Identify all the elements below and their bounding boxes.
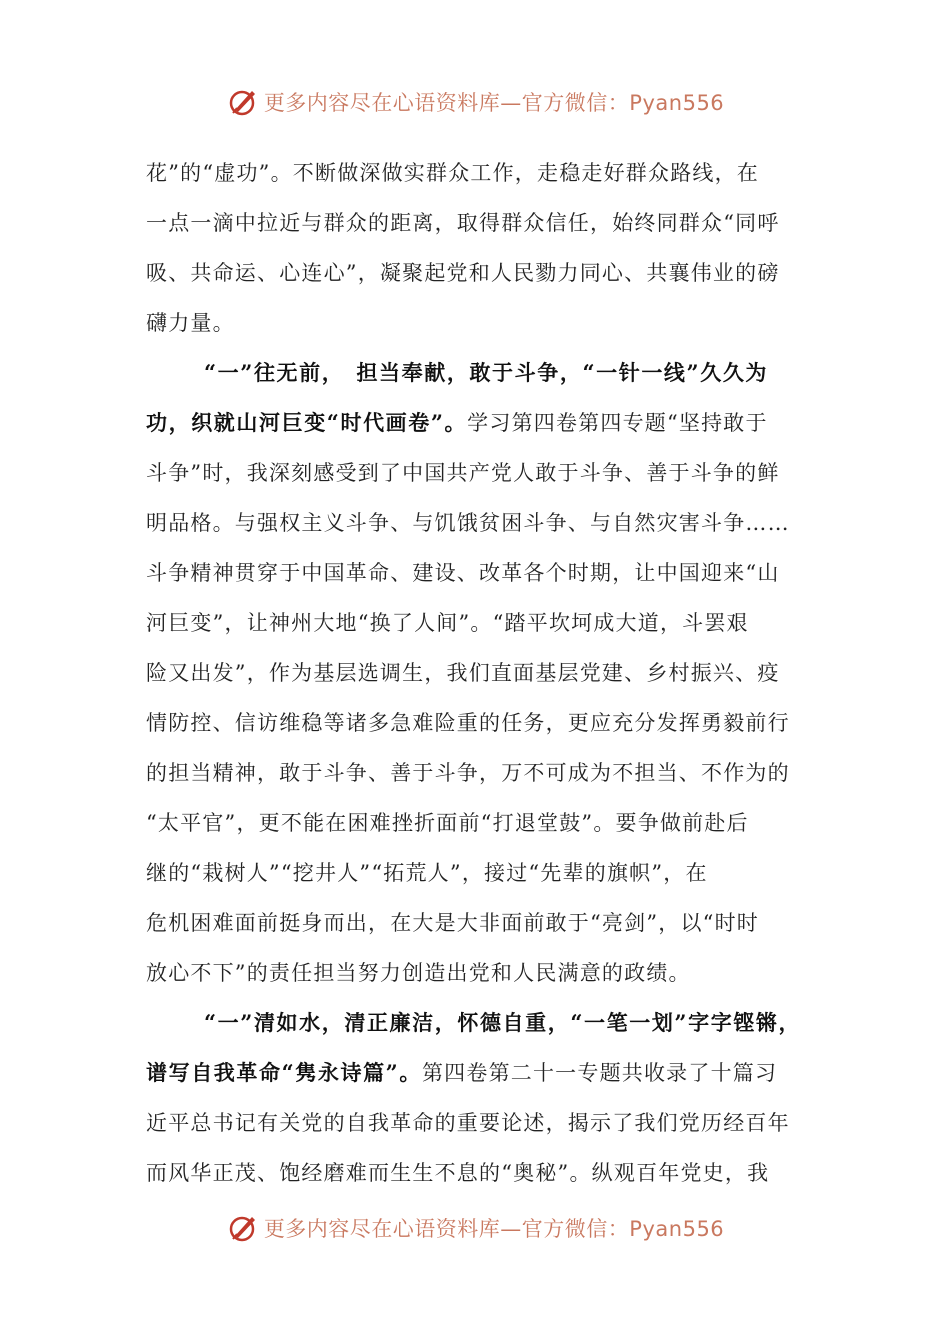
bold-heading-text: 功，织就山河巨变“时代画卷”。 xyxy=(146,410,468,435)
body-text: 第四卷第二十一专题共收录了十篇习 xyxy=(421,1061,778,1085)
body-text: 危机困难面前挺身而出，在大是大非面前敢于“亮剑”，以“时时 xyxy=(146,911,760,935)
text-line xyxy=(146,348,806,398)
body-text: 继的“栽树人”“挖井人”“拓荒人”，接过“先辈的旗帜”，在 xyxy=(146,861,708,885)
text-line xyxy=(146,948,806,998)
body-text: 近平总书记有关党的自我革命的重要论述，揭示了我们党历经百年 xyxy=(146,1111,790,1135)
body-text: 斗争”时，我深刻感受到了中国共产党人敢于斗争、善于斗争的鲜 xyxy=(146,461,780,485)
quill-logo-icon xyxy=(226,85,260,119)
body-text: 情防控、信访维稳等诸多急难险重的任务，更应充分发挥勇毅前行 xyxy=(146,711,790,735)
text-line xyxy=(146,798,806,848)
text-line xyxy=(146,1098,806,1148)
body-text: 明品格。与强权主义斗争、与饥饿贫困斗争、与自然灾害斗争…… xyxy=(146,511,790,535)
text-line xyxy=(146,998,806,1048)
body-text: 险又出发”，作为基层选调生，我们直面基层党建、乡村振兴、疫 xyxy=(146,661,780,685)
text-line xyxy=(146,748,806,798)
body-text: 放心不下”的责任担当努力创造出党和人民满意的政绩。 xyxy=(146,961,691,985)
bold-heading-text: “一”往无前， 担当奉献，敢于斗争，“一针一线”久久为 xyxy=(204,360,769,385)
text-line xyxy=(146,248,806,298)
text-line xyxy=(146,548,806,598)
text-line xyxy=(146,698,806,748)
text-line xyxy=(146,1148,806,1198)
header-watermark-text: 更多内容尽在心语资料库—官方微信：Pyan556 xyxy=(263,91,725,115)
header-watermark-banner xyxy=(0,82,950,122)
body-text: 花”的“虚功”。不断做深做实群众工作，走稳走好群众路线，在 xyxy=(146,161,760,185)
body-text: 一点一滴中拉近与群众的距离，取得群众信任，始终同群众“同呼 xyxy=(146,211,780,235)
body-text: 斗争精神贯穿于中国革命、建设、改革各个时期，让中国迎来“山 xyxy=(146,561,780,585)
body-text: 而风华正茂、饱经磨难而生生不息的“奥秘”。纵观百年党史，我 xyxy=(146,1161,770,1185)
body-text: 河巨变”，让神州大地“换了人间”。“踏平坎坷成大道，斗罢艰 xyxy=(146,611,749,635)
body-text: “太平官”，更不能在困难挫折面前“打退堂鼓”。要争做前赴后 xyxy=(146,811,749,835)
text-line xyxy=(146,898,806,948)
footer-watermark-text: 更多内容尽在心语资料库—官方微信：Pyan556 xyxy=(263,1217,725,1241)
text-line xyxy=(146,398,806,448)
body-text: 的担当精神，敢于斗争、善于斗争，万不可成为不担当、不作为的 xyxy=(146,761,790,785)
text-line xyxy=(146,448,806,498)
text-line xyxy=(146,1048,806,1098)
bold-heading-text: 谱写自我革命“隽永诗篇”。 xyxy=(146,1060,422,1085)
footer-watermark-banner xyxy=(0,1208,950,1248)
body-text: 吸、共命运、心连心”，凝聚起党和人民勠力同心、共襄伟业的磅 xyxy=(146,261,780,285)
text-line xyxy=(146,148,806,198)
bold-heading-text: “一”清如水，清正廉洁，怀德自重，“一笔一划”字字铿锵， xyxy=(204,1010,802,1035)
text-line xyxy=(146,298,806,348)
text-line xyxy=(146,198,806,248)
text-line xyxy=(146,648,806,698)
quill-logo-icon xyxy=(226,1211,260,1245)
text-line xyxy=(146,498,806,548)
text-line xyxy=(146,848,806,898)
article-body xyxy=(146,148,806,1198)
text-line xyxy=(146,598,806,648)
body-text: 礴力量。 xyxy=(146,311,235,335)
body-text: 学习第四卷第四专题“坚持敢于 xyxy=(467,411,768,435)
